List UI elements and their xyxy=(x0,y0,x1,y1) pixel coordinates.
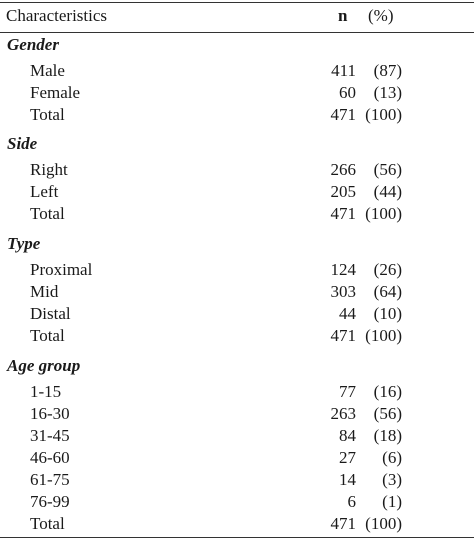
row-label: Left xyxy=(30,182,59,201)
row-label: Total xyxy=(30,326,65,345)
row-label: Female xyxy=(30,83,81,102)
row-percent: (10) xyxy=(373,304,402,323)
table-row xyxy=(0,382,474,404)
row-percent: (56) xyxy=(373,160,402,179)
row-count: 471 xyxy=(330,204,356,223)
table-row xyxy=(0,304,474,326)
row-count: 266 xyxy=(330,160,356,179)
section-title: Age group xyxy=(7,356,81,375)
row-percent: (64) xyxy=(373,282,402,301)
row-percent: (100) xyxy=(365,105,402,124)
row-count: 471 xyxy=(330,105,356,124)
header-rule xyxy=(0,32,474,33)
top-rule xyxy=(0,2,474,3)
table-row xyxy=(0,160,474,182)
row-label: 31-45 xyxy=(30,426,70,445)
row-percent: (87) xyxy=(373,61,402,80)
row-percent: (18) xyxy=(373,426,402,445)
row-percent: (13) xyxy=(373,83,402,102)
row-label: Proximal xyxy=(30,260,93,279)
row-percent: (16) xyxy=(373,382,402,401)
row-percent: (56) xyxy=(373,404,402,423)
table-row xyxy=(0,204,474,226)
table-header xyxy=(0,6,474,28)
row-percent: (44) xyxy=(373,182,402,201)
row-label: 1-15 xyxy=(30,382,62,401)
section-title: Gender xyxy=(7,35,59,54)
row-percent: (100) xyxy=(365,514,402,533)
row-label: Right xyxy=(30,160,68,179)
table-row xyxy=(0,61,474,83)
row-count: 27 xyxy=(339,448,356,467)
row-percent: (6) xyxy=(382,448,402,467)
row-percent: (100) xyxy=(365,326,402,345)
row-percent: (1) xyxy=(382,492,402,511)
row-count: 84 xyxy=(339,426,356,445)
row-label: Total xyxy=(30,105,65,124)
table-row xyxy=(0,492,474,514)
bottom-rule xyxy=(0,537,474,538)
row-percent: (100) xyxy=(365,204,402,223)
table-row xyxy=(0,514,474,536)
row-label: Total xyxy=(30,514,65,533)
row-count: 411 xyxy=(331,61,356,80)
row-label: 61-75 xyxy=(30,470,70,489)
row-percent: (3) xyxy=(382,470,402,489)
row-label: 76-99 xyxy=(30,492,70,511)
row-label: 16-30 xyxy=(30,404,70,423)
section-title: Type xyxy=(7,234,41,253)
header-pct: (%) xyxy=(368,6,394,25)
row-label: Male xyxy=(30,61,65,80)
table-row xyxy=(0,426,474,448)
row-count: 471 xyxy=(330,326,356,345)
table-row xyxy=(0,105,474,127)
row-count: 205 xyxy=(330,182,356,201)
table-row xyxy=(0,404,474,426)
table-row xyxy=(0,448,474,470)
header-n: n xyxy=(338,6,348,25)
row-label: Total xyxy=(30,204,65,223)
row-count: 14 xyxy=(339,470,356,489)
row-count: 77 xyxy=(339,382,356,401)
table-row xyxy=(0,470,474,492)
row-label: Distal xyxy=(30,304,71,323)
table-row xyxy=(0,83,474,105)
row-count: 263 xyxy=(330,404,356,423)
header-characteristics: Characteristics xyxy=(6,6,108,25)
section-title: Side xyxy=(7,134,38,153)
table-row xyxy=(0,260,474,282)
table-row xyxy=(0,326,474,348)
row-label: Mid xyxy=(30,282,59,301)
row-count: 6 xyxy=(347,492,356,511)
row-label: 46-60 xyxy=(30,448,70,467)
row-count: 471 xyxy=(330,514,356,533)
row-count: 44 xyxy=(339,304,356,323)
row-count: 60 xyxy=(339,83,356,102)
table-row xyxy=(0,282,474,304)
row-percent: (26) xyxy=(373,260,402,279)
table-row xyxy=(0,182,474,204)
row-count: 124 xyxy=(330,260,356,279)
row-count: 303 xyxy=(330,282,356,301)
